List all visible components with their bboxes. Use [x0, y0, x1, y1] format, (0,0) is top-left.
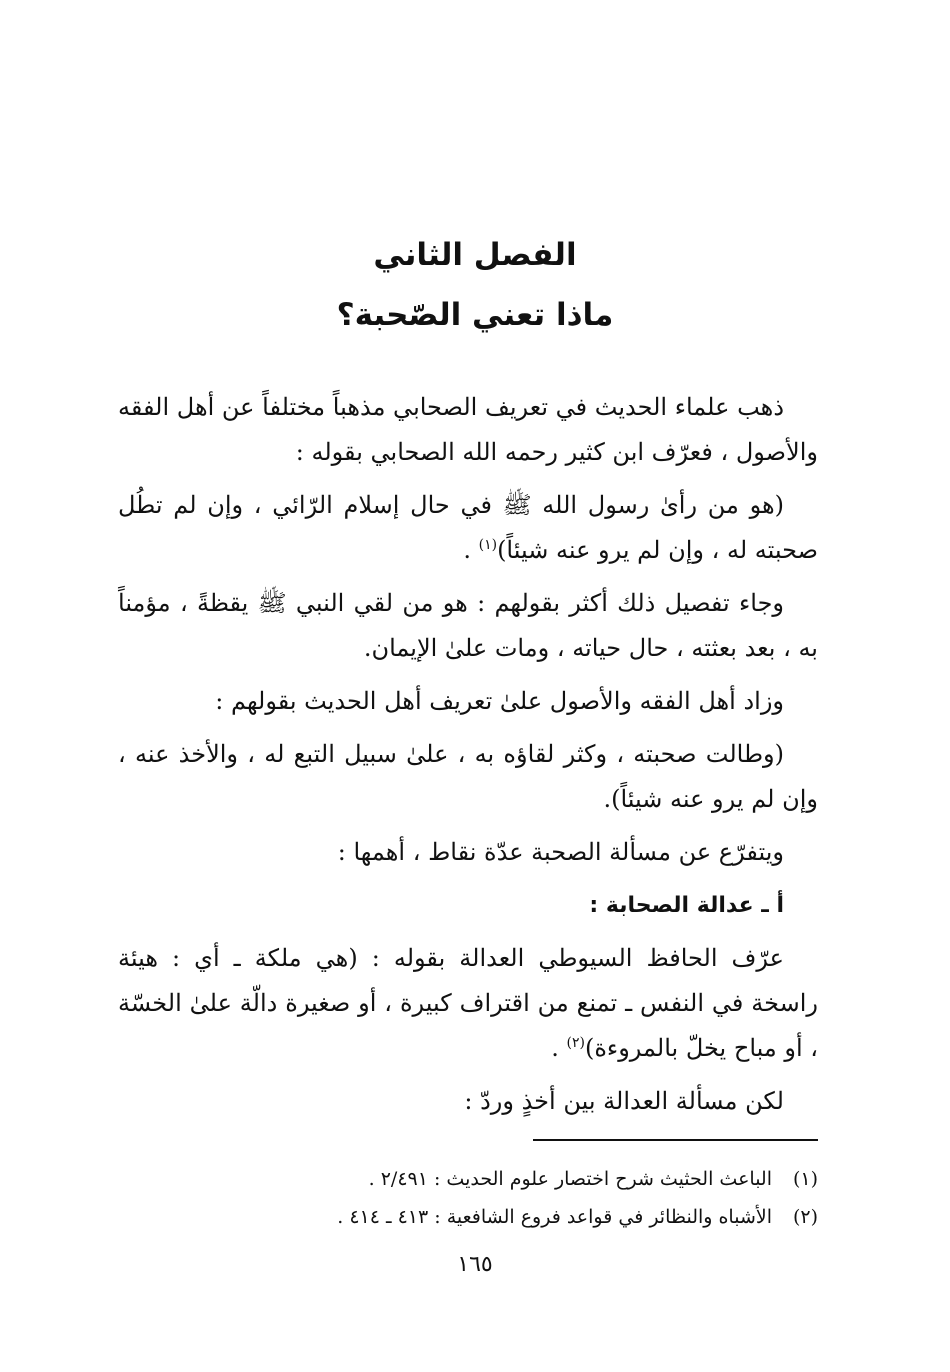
footnote-number: (١) [792, 1168, 818, 1190]
footnote-item [118, 1198, 818, 1236]
body-text [118, 385, 818, 1132]
footnote-ref: (١) [478, 537, 498, 553]
chapter-heading [0, 225, 950, 345]
footnote-number: (٢) [792, 1206, 818, 1228]
footnote-item [118, 1160, 818, 1198]
quote-paragraph: (وطالت صحبته ، وكثر لقاؤه به ، علىٰ سبيل التبع له ، والأخذ عنه ، وإن لم يرو عنه شيئاً). [118, 740, 818, 813]
page-number: ١٦٥ [457, 1252, 493, 1277]
paragraph: ويتفرّع عن مسألة الصحبة عدّة نقاط ، أهمها : [337, 838, 784, 866]
chapter-subtitle: ماذا تعني الصّحبة؟ [336, 297, 614, 333]
quote-text: (هو من رأىٰ رسول الله ﷺ في حال إسلام الرّائي ، وإن لم تطُل صحبته له ، وإن لم يرو عنه شيئاً) [118, 491, 818, 564]
definition-paragraph: عرّف الحافظ السيوطي العدالة بقوله : (هي ملكة ـ أي : هيئة راسخة في النفس ـ تمنع من اقتراف كبيرة ، أو صغيرة دالّة علىٰ الخسّة ، أو مباح يخلّ بالمروءة)$^{(٢)}$ . [118, 944, 818, 1062]
chapter-title: الفصل الثاني [373, 237, 577, 273]
paragraph: وجاء تفصيل ذلك أكثر بقولهم : هو من لقي النبي ﷺ يقظةً ، مؤمناً به ، بعد بعثته ، حال حياته ، ومات علىٰ الإيمان. [118, 589, 818, 662]
paragraph: وزاد أهل الفقه والأصول علىٰ تعريف أهل الحديث بقولهم : [215, 687, 784, 715]
footnotes [118, 1160, 818, 1236]
paragraph: لكن مسألة العدالة بين أخذٍ وردّ : [464, 1087, 784, 1115]
quote-paragraph: (هو من رأىٰ رسول الله ﷺ في حال إسلام الرّائي ، وإن لم تطُل صحبته له ، وإن لم يرو عنه شيئاً)$^{(١)}$ . [118, 491, 818, 564]
section-subheading: أ ـ عدالة الصحابة : [589, 893, 784, 918]
definition-text: عرّف الحافظ السيوطي العدالة بقوله : (هي ملكة ـ أي : هيئة راسخة في النفس ـ تمنع من اقتراف كبيرة ، أو صغيرة دالّة علىٰ الخسّة ، أو مباح يخلّ بالمروءة) [118, 944, 818, 1062]
footnote-text: الباعث الحثيث شرح اختصار علوم الحديث : ٢/٤٩١ . [368, 1168, 772, 1190]
footnote-text: الأشباه والنظائر في قواعد فروع الشافعية : ٤١٣ ـ ٤١٤ . [337, 1206, 772, 1228]
footnote-ref: (٢) [566, 1035, 585, 1051]
footnote-divider [533, 1139, 818, 1141]
paragraph: ذهب علماء الحديث في تعريف الصحابي مذهباً مختلفاً عن أهل الفقه والأصول ، فعرّف ابن كثير رحمه الله الصحابي بقوله : [118, 393, 818, 466]
